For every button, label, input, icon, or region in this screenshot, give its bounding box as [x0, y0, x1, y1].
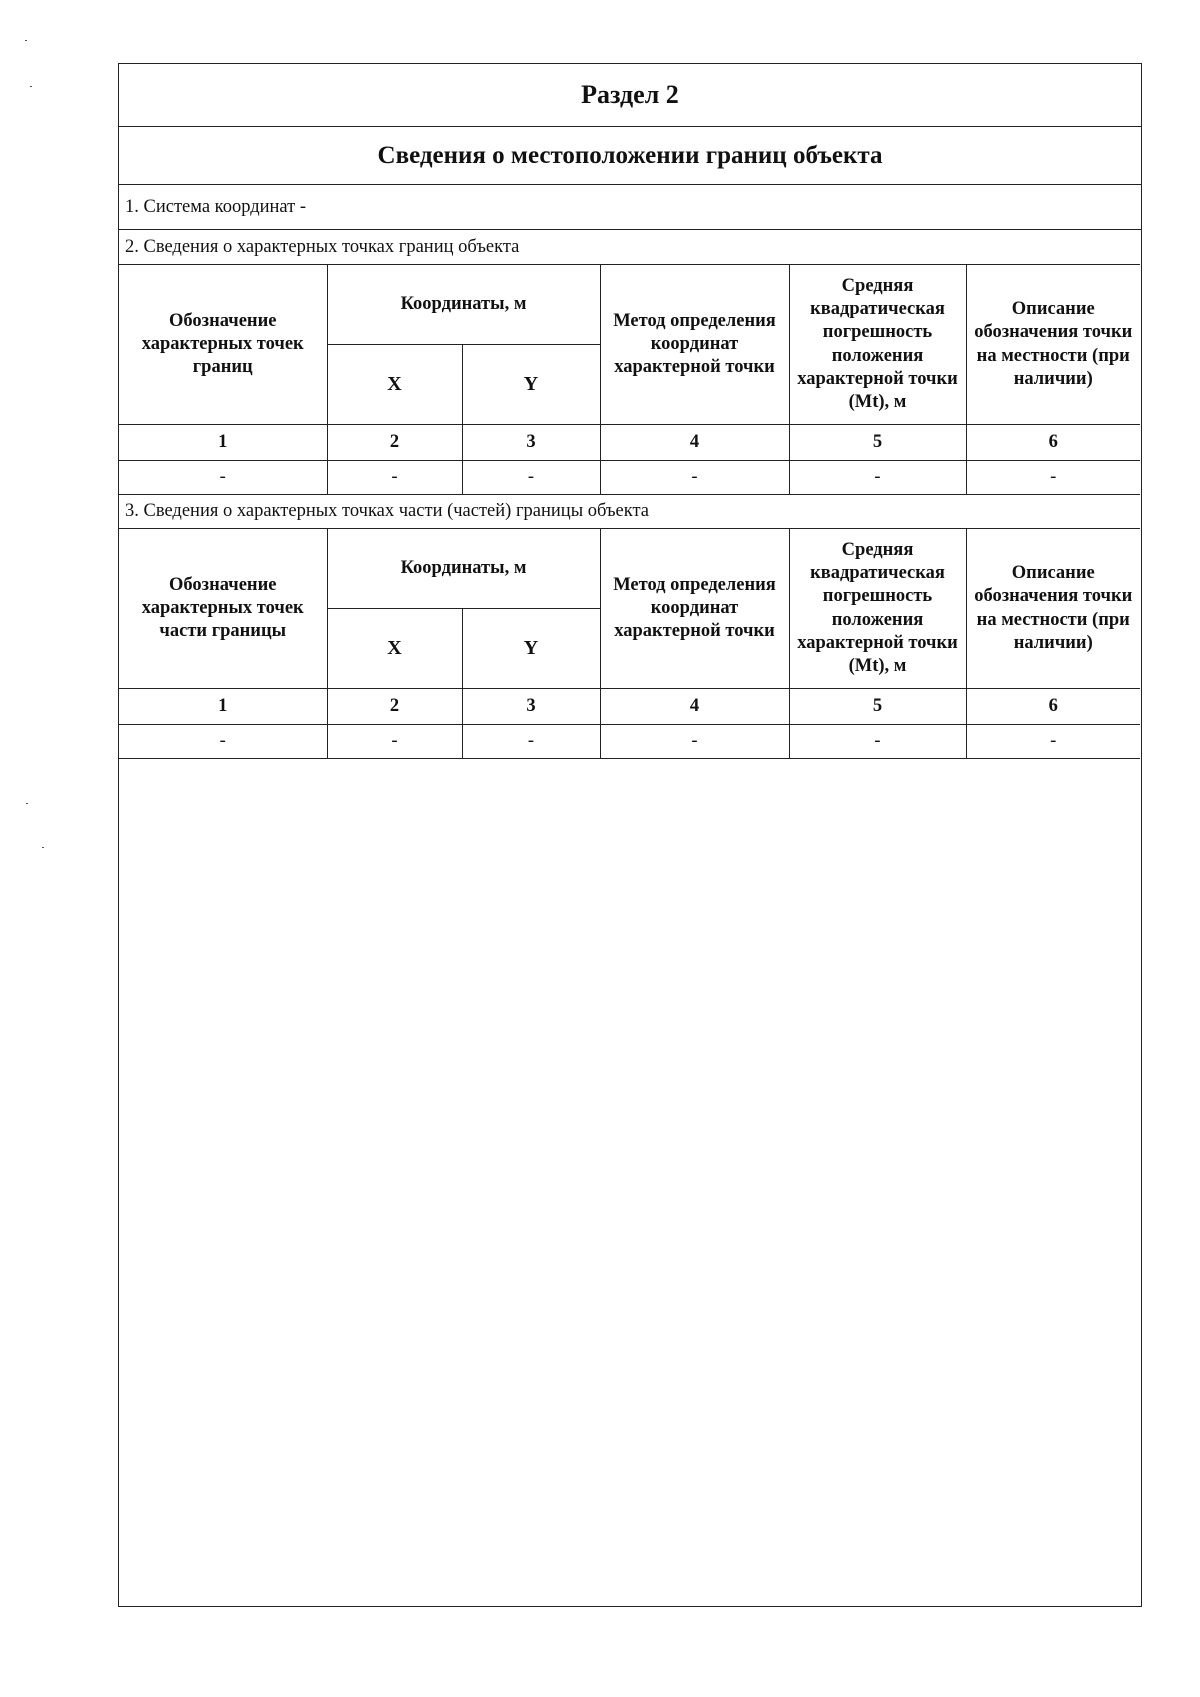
- column-number: 4: [600, 425, 789, 461]
- header-description: Описание обозначения точки на местности (при наличии): [966, 529, 1140, 689]
- header-y: Y: [462, 345, 600, 425]
- column-number: 2: [327, 425, 462, 461]
- scan-speck: [25, 40, 27, 41]
- header-y: Y: [462, 609, 600, 689]
- table-cell: -: [327, 725, 462, 759]
- header-designation: Обозначение характерных точек части границы: [119, 529, 327, 689]
- table-cell: -: [789, 725, 966, 759]
- part2-title: 2. Сведения о характерных точках границ объекта: [125, 236, 520, 257]
- column-number-row: [119, 425, 1140, 461]
- column-number: 1: [119, 425, 327, 461]
- table-cell: -: [600, 461, 789, 495]
- table-row: [119, 725, 1140, 759]
- table-cell: -: [600, 725, 789, 759]
- column-number: 6: [966, 425, 1140, 461]
- table-cell: -: [327, 461, 462, 495]
- scan-speck: [42, 847, 44, 848]
- table-cell: -: [789, 461, 966, 495]
- header-description: Описание обозначения точки на местности (при наличии): [966, 265, 1140, 425]
- header-method: Метод определения координат характерной точки: [600, 265, 789, 425]
- header-method: Метод определения координат характерной точки: [600, 529, 789, 689]
- table-cell: -: [966, 725, 1140, 759]
- column-number: 5: [789, 425, 966, 461]
- column-number: 6: [966, 689, 1140, 725]
- header-designation: Обозначение характерных точек границ: [119, 265, 327, 425]
- coordinate-system-line: 1. Система координат -: [119, 185, 1141, 230]
- section-subtitle: Сведения о местоположении границ объекта: [119, 127, 1141, 185]
- table-cell: -: [462, 461, 600, 495]
- document-frame: [118, 63, 1142, 1607]
- table-row: [119, 461, 1140, 495]
- section-title: Раздел 2: [119, 64, 1141, 127]
- scan-speck: [30, 86, 32, 87]
- header-x: X: [327, 345, 462, 425]
- column-number-row: [119, 689, 1140, 725]
- header-coordinates: Координаты, м: [327, 529, 600, 609]
- header-error: Средняя квадратическая погрешность положения характерной точки (Mt), м: [789, 529, 966, 689]
- table-cell: -: [119, 725, 327, 759]
- table-cell: -: [119, 461, 327, 495]
- column-number: 5: [789, 689, 966, 725]
- table-cell: -: [462, 725, 600, 759]
- table-cell: -: [966, 461, 1140, 495]
- header-coordinates: Координаты, м: [327, 265, 600, 345]
- column-number: 3: [462, 425, 600, 461]
- header-error: Средняя квадратическая погрешность положения характерной точки (Mt), м: [789, 265, 966, 425]
- column-number: 4: [600, 689, 789, 725]
- part3-title: 3. Сведения о характерных точках части (частей) границы объекта: [125, 500, 650, 521]
- header-x: X: [327, 609, 462, 689]
- scan-speck: [26, 803, 28, 804]
- part3-table: [119, 528, 1140, 759]
- column-number: 2: [327, 689, 462, 725]
- column-number: 3: [462, 689, 600, 725]
- column-number: 1: [119, 689, 327, 725]
- part2-table: [119, 264, 1140, 495]
